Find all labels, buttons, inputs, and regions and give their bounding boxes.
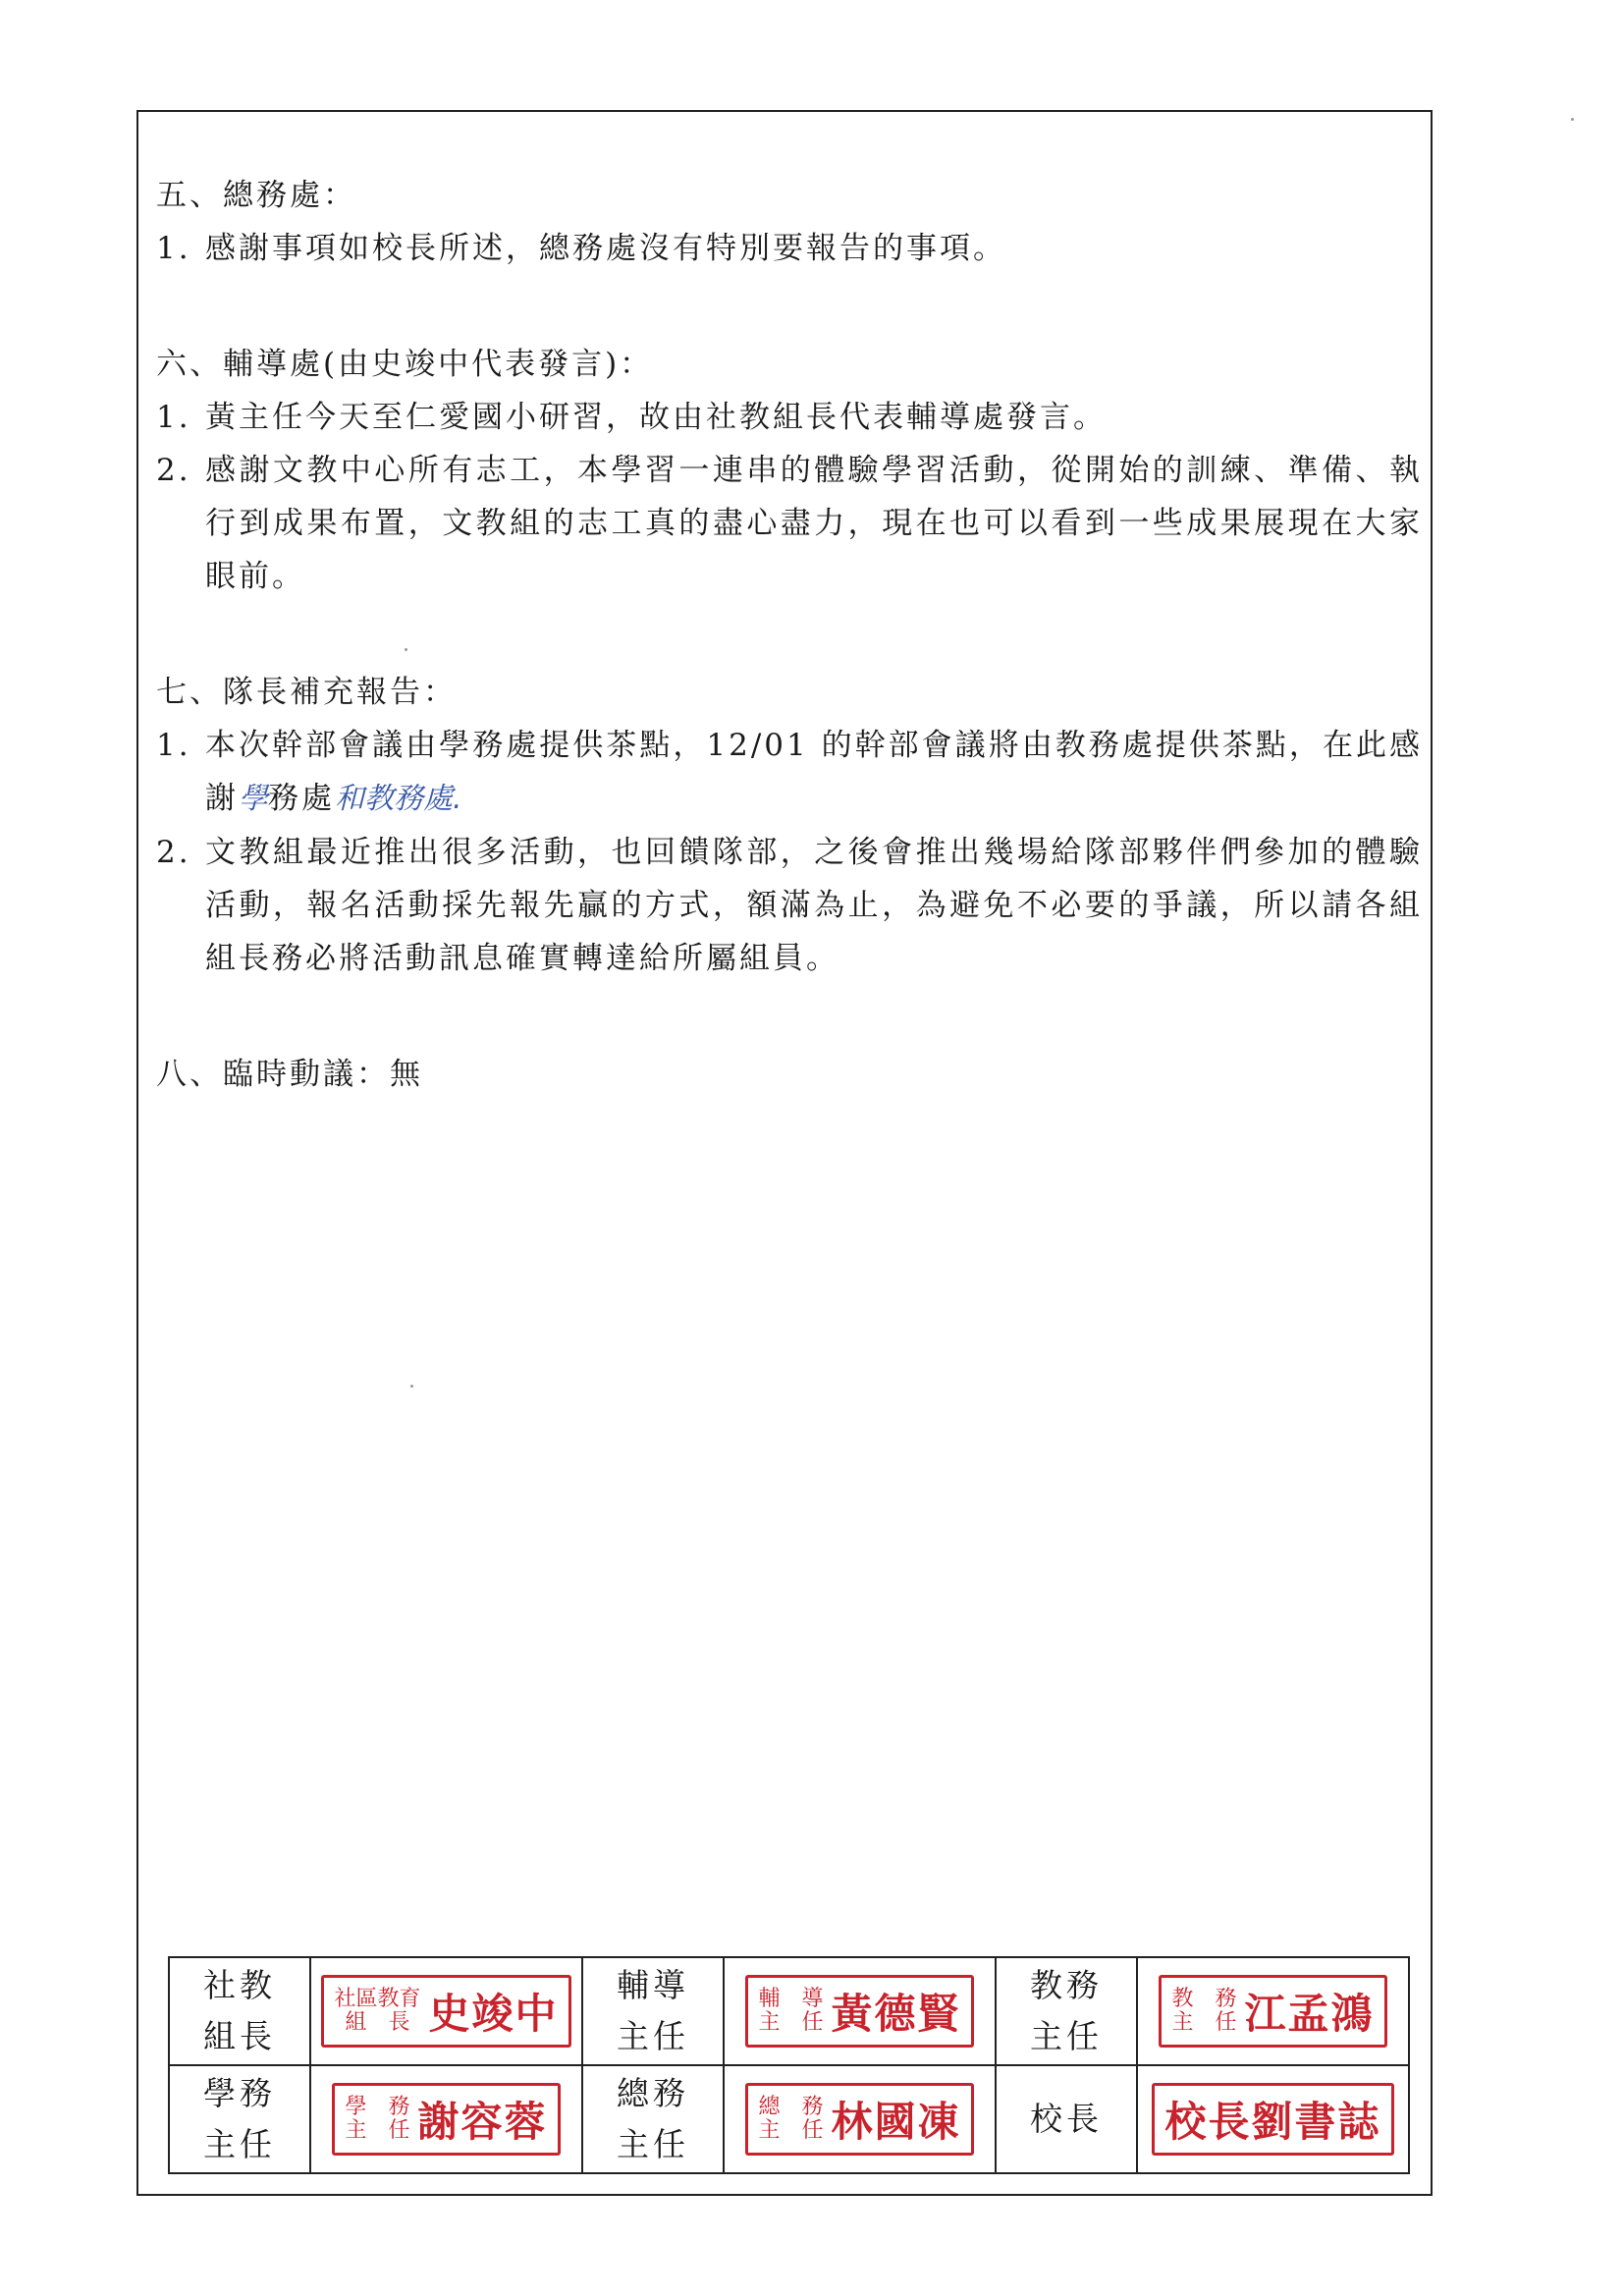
role-label: 學務 主任	[169, 2065, 310, 2173]
scan-speck	[405, 648, 407, 651]
section-heading-counseling: 六、輔導處(由史竣中代表發言)：	[156, 347, 654, 382]
list-item	[156, 719, 1423, 826]
seal-stamp: 社區教育 組 長 史竣中	[321, 1975, 570, 2048]
item-text: 文教組最近推出很多活動，也回饋隊部，之後會推出幾場給隊部夥伴們參加的體驗活動，報名活動採先報先贏的方式，額滿為止，為避免不必要的爭議，所以請各組組長務必將活動訊息確實轉達給所屬組員。	[205, 835, 1423, 976]
section-heading-general-affairs: 五、總務處：	[156, 178, 356, 213]
item-text: 感謝事項如校長所述，總務處沒有特別要報告的事項。	[205, 231, 1006, 266]
role-label: 校長	[996, 2065, 1137, 2173]
item-text: 黃主任今天至仁愛國小研習，故由社教組長代表輔導處發言。	[205, 400, 1107, 435]
section-heading-captain-report: 七、隊長補充報告：	[156, 675, 457, 710]
signature-row	[169, 1957, 1409, 2065]
item-number: 2.	[156, 453, 191, 488]
seal-stamp: 學 務 主 任 謝容蓉	[332, 2083, 560, 2156]
signature-stamp-cell	[724, 2065, 996, 2173]
signature-stamp-cell	[310, 1957, 582, 2065]
list-item	[156, 826, 1423, 985]
handwritten-correction: 學	[239, 782, 268, 816]
signature-stamp-cell	[1137, 1957, 1409, 2065]
item-number: 2.	[156, 835, 191, 870]
list-item	[156, 444, 1423, 603]
seal-stamp: 校長劉書誌	[1152, 2083, 1393, 2156]
role-label: 輔導 主任	[582, 1957, 724, 2065]
signature-stamp-cell	[724, 1957, 996, 2065]
signature-stamp-cell	[1137, 2065, 1409, 2173]
seal-stamp: 輔 導 主 任 黃德賢	[745, 1975, 973, 2048]
minutes-body	[156, 169, 1423, 1101]
document-frame	[136, 110, 1433, 2196]
item-text-printed-end: 務處	[268, 781, 335, 816]
signature-table	[168, 1956, 1410, 2174]
list-item	[156, 222, 1423, 275]
role-label: 社教 組長	[169, 1957, 310, 2065]
seal-stamp: 總 務 主 任 林國凍	[745, 2083, 973, 2156]
list-item	[156, 391, 1423, 444]
handwritten-addition: 和教務處.	[335, 782, 462, 816]
scan-speck	[410, 1385, 413, 1388]
role-label: 教務 主任	[996, 1957, 1137, 2065]
item-number: 1.	[156, 231, 191, 266]
item-text: 感謝文教中心所有志工，本學習一連串的體驗學習活動，從開始的訓練、準備、執行到成果布置，文教組的志工真的盡心盡力，現在也可以看到一些成果展現在大家眼前。	[205, 453, 1423, 594]
signature-stamp-cell	[310, 2065, 582, 2173]
seal-stamp: 教 務 主 任 江孟鴻	[1159, 1975, 1386, 2048]
role-label: 總務 主任	[582, 2065, 724, 2173]
section-heading-extempore-motions: 八、臨時動議：無	[156, 1057, 423, 1092]
scan-speck	[1571, 118, 1574, 121]
item-number: 1.	[156, 728, 191, 763]
item-text-printed: 本次幹部會議由學務處提供茶點，12/01 的幹部會議將由教務處提供茶點，在此感謝	[205, 728, 1423, 816]
signature-row	[169, 2065, 1409, 2173]
item-text	[205, 719, 1423, 826]
item-number: 1.	[156, 400, 191, 435]
